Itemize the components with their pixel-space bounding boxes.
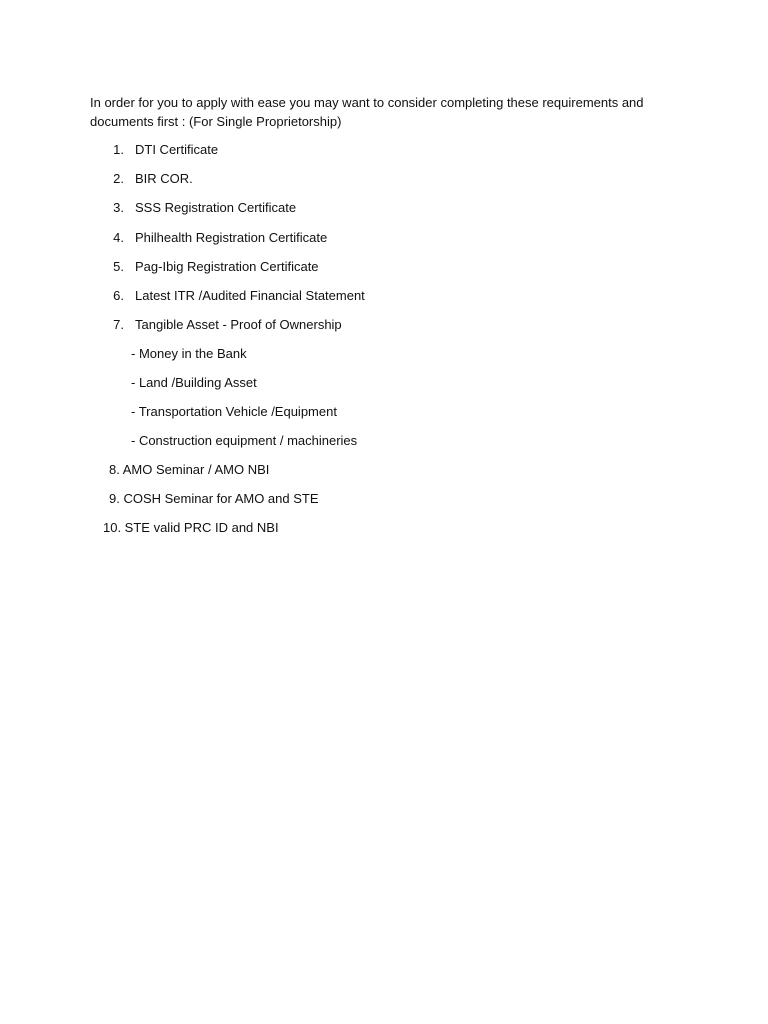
list-item-text: Latest ITR /Audited Financial Statement xyxy=(135,288,365,303)
list-item: 9. COSH Seminar for AMO and STE xyxy=(109,491,319,506)
list-item-number: 3. xyxy=(113,200,124,215)
list-item-text: Philhealth Registration Certificate xyxy=(135,230,328,245)
intro-paragraph: In order for you to apply with ease you may want to consider completing these requirements and documents first : (For Single Proprietorship) xyxy=(90,95,644,129)
list-item-number: 1. xyxy=(113,142,124,157)
list-item-number: 7. xyxy=(113,317,124,332)
list-item: 8. AMO Seminar / AMO NBI xyxy=(109,462,270,477)
list-item-text: SSS Registration Certificate xyxy=(135,200,297,215)
sub-list-item: - Land /Building Asset xyxy=(131,375,257,390)
list-item: 10. STE valid PRC ID and NBI xyxy=(103,520,279,535)
list-item-number: 4. xyxy=(113,230,124,245)
list-item-number: 5. xyxy=(113,259,124,274)
sub-list-item: - Transportation Vehicle /Equipment xyxy=(131,404,337,419)
list-item-text: BIR COR. xyxy=(135,171,193,186)
sub-list-item: - Construction equipment / machineries xyxy=(131,433,358,448)
list-item-text: Tangible Asset - Proof of Ownership xyxy=(135,317,342,332)
sub-list-item: - Money in the Bank xyxy=(131,346,247,361)
list-item-number: 2. xyxy=(113,171,124,186)
list-item-text: Pag-Ibig Registration Certificate xyxy=(135,259,319,274)
list-item-text: DTI Certificate xyxy=(135,142,219,157)
list-item-number: 6. xyxy=(113,288,124,303)
